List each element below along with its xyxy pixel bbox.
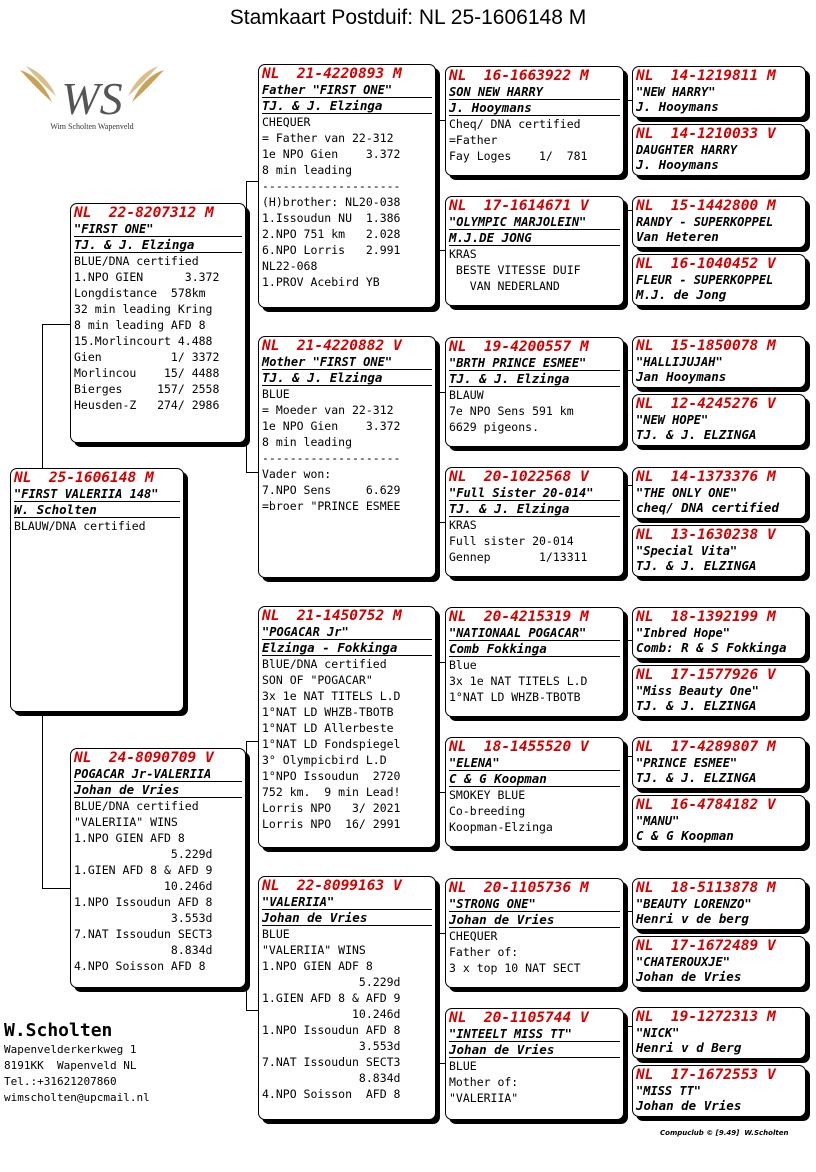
pigeon-name: "FIRST VALERIIA 148"	[14, 487, 180, 502]
pigeon-name: "MANU"	[636, 814, 680, 828]
connector-line	[437, 792, 445, 793]
info-line: 1.NPO GIEN 3.372	[74, 270, 220, 284]
pigeon-name: POGACAR Jr-VALERIIA	[74, 767, 242, 782]
info-line: 2.NPO 751 km 2.028	[262, 227, 401, 241]
owner-name: Elzinga - Fokkinga	[262, 640, 432, 656]
info-line: 6629 pigeons.	[449, 420, 540, 434]
info-line: BLUE/DNA certified	[74, 799, 199, 813]
info-line: Gennep 1/13311	[449, 550, 588, 564]
ancestor-card[interactable]	[632, 124, 806, 176]
breeder-contact	[4, 1020, 150, 1106]
owner-name: TJ. & J. Elzinga	[449, 501, 620, 517]
info-line: VAN NEDERLAND	[449, 279, 560, 293]
info-line: BLAUW/DNA certified	[14, 519, 146, 533]
info-line: 1e NPO Gien 3.372	[262, 147, 401, 161]
ring-number: NL 20-1105736 M	[449, 880, 589, 896]
pigeon-name: "NEW HARRY"	[636, 85, 716, 99]
owner-name: Henri v de berg	[636, 911, 749, 926]
owner-name: Johan de Vries	[449, 1042, 620, 1058]
info-line: 1.NPO GIEN AFD 8	[74, 831, 185, 845]
connector-line	[624, 210, 632, 211]
info-line: Co-breeding	[449, 804, 526, 818]
ring-number: NL 13-1630238 V	[636, 527, 776, 543]
ring-number: NL 18-1455520 V	[449, 739, 589, 755]
info-line: BLUE/DNA certified	[74, 254, 199, 268]
ring-number: NL 17-1672489 V	[636, 938, 776, 954]
info-line: NL22-068	[262, 259, 318, 273]
owner-name: J. Hooymans	[636, 157, 719, 172]
pigeon-name: "OLYMPIC MARJOLEIN"	[449, 215, 620, 230]
pigeon-name: "ELENA"	[449, 756, 620, 771]
info-line: BESTE VITESSE DUIF	[449, 263, 581, 277]
info-line: --------------------	[262, 179, 401, 193]
pigeon-name: "THE ONLY ONE"	[636, 486, 738, 500]
ancestor-card[interactable]	[632, 467, 806, 519]
breeder-postcode: 8191KK Wapenveld NL	[4, 1059, 137, 1072]
pigeon-name: "HALLIJUJAH"	[636, 355, 723, 369]
info-line: 1.NPO Issoudun AFD 8	[262, 1023, 401, 1037]
info-line: --------------------	[262, 451, 401, 465]
footer-credit: Compuclub © [9.49] W.Scholten	[660, 1129, 789, 1137]
ring-number: NL 16-1040452 V	[636, 256, 776, 272]
info-line: 15.Morlincourt 4.488	[74, 334, 213, 348]
info-line: 1°NAT LD WHZB-TBOTB	[449, 690, 581, 704]
info-line: 1°NAT LD WHZB-TBOTB	[262, 705, 394, 719]
connector-line	[437, 933, 445, 934]
info-line: 3 x top 10 NAT SECT	[449, 961, 581, 975]
connector-line	[246, 472, 258, 473]
info-line: 32 min leading Kring	[74, 302, 213, 316]
owner-name: C & G Koopman	[449, 771, 620, 787]
owner-name: cheq/ DNA certified	[636, 500, 779, 515]
mother-pigeon-card[interactable]	[70, 748, 246, 988]
ring-number: NL 12-4245276 V	[636, 396, 776, 412]
info-line: =broer "PRINCE ESMEE	[262, 499, 401, 513]
breeder-address: Wapenvelderkerkweg 1	[4, 1043, 137, 1056]
info-line: 3.553d	[74, 911, 213, 925]
connector-line	[246, 1010, 258, 1011]
ring-number: NL 17-1614671 V	[449, 198, 589, 214]
info-line: BLAUW	[449, 388, 484, 402]
info-line: Lorris NPO 3/ 2021	[262, 801, 401, 815]
pigeon-name: "FIRST ONE"	[74, 222, 242, 237]
connector-line	[624, 100, 632, 101]
connector-line	[624, 640, 632, 641]
ring-number: NL 25-1606148 M	[14, 470, 154, 486]
pigeon-name: "NATIONAAL POGACAR"	[449, 626, 620, 641]
connector-line	[437, 662, 445, 663]
owner-name: Johan de Vries	[262, 910, 432, 926]
connector-line	[437, 120, 445, 121]
ancestor-card[interactable]	[632, 254, 806, 306]
info-line: 7.NAT Issoudun SECT3	[74, 927, 213, 941]
connector-line	[624, 911, 632, 912]
info-line: 3° Olympicbird L.D	[262, 753, 387, 767]
connector-line	[246, 932, 247, 1010]
ring-number: NL 14-1219811 M	[636, 68, 776, 84]
great-grandparent-card[interactable]	[445, 1008, 624, 1120]
info-line: "VALERIIA" WINS	[74, 815, 178, 829]
ring-number: NL 22-8099163 V	[262, 878, 402, 894]
owner-name: Van Heteren	[636, 229, 719, 244]
pigeon-name: SON NEW HARRY	[449, 85, 620, 100]
ring-number: NL 20-1105744 V	[449, 1010, 589, 1026]
ancestor-card[interactable]	[632, 795, 806, 847]
info-line: 10.246d	[262, 1007, 401, 1021]
info-line: 1.NPO GIEN ADF 8	[262, 959, 373, 973]
info-line: 1.NPO Issoudun AFD 8	[74, 895, 213, 909]
owner-name: Johan de Vries	[449, 912, 620, 928]
owner-name: Henri v d Berg	[636, 1040, 742, 1055]
ring-number: NL 14-1373376 M	[636, 469, 776, 485]
info-line: 8 min leading	[262, 435, 353, 449]
grandmother-maternal-card[interactable]	[258, 876, 436, 1120]
owner-name: W. Scholten	[14, 502, 180, 518]
ring-number: NL 21-4220893 M	[262, 66, 402, 82]
info-line: (H)brother: NL20-038	[262, 195, 401, 209]
ring-number: NL 16-1663922 M	[449, 68, 589, 84]
logo-caption: Wim Scholten Wapenveld	[50, 122, 134, 131]
info-line: 1°NAT LD Allerbeste	[262, 721, 394, 735]
owner-name: Jan Hooymans	[636, 369, 727, 384]
pigeon-name: FLEUR - SUPERKOPPEL	[636, 273, 774, 287]
great-grandparent-card[interactable]	[445, 337, 624, 447]
ancestor-card[interactable]	[632, 336, 806, 388]
info-line: 1.Issoudun NU 1.386	[262, 211, 401, 225]
ring-number: NL 18-5113878 M	[636, 880, 776, 896]
info-line: 752 km. 9 min Lead!	[262, 785, 401, 799]
connector-line	[246, 348, 247, 472]
info-line: 4.NPO Soisson AFD 8	[74, 959, 206, 973]
owner-name: M.J. de Jong	[636, 287, 727, 302]
info-line: Cheq/ DNA certified	[449, 117, 581, 131]
grandfather-paternal-card[interactable]	[258, 64, 436, 308]
breeder-email[interactable]: wimscholten@upcmail.nl	[4, 1091, 150, 1104]
svg-text:WS: WS	[61, 73, 123, 124]
ancestor-card[interactable]	[632, 1007, 806, 1059]
pigeon-name: "CHATEROUXJE"	[636, 955, 730, 969]
owner-name: J. Hooymans	[636, 99, 719, 114]
info-line: KRAS	[449, 518, 477, 532]
ring-number: NL 24-8090709 V	[74, 750, 214, 766]
connector-line	[42, 712, 43, 888]
ring-number: NL 17-1672553 V	[636, 1067, 776, 1083]
owner-name: Comb Fokkinga	[449, 641, 620, 657]
connector-line	[624, 1026, 632, 1027]
ancestor-card[interactable]	[632, 394, 806, 446]
ancestor-card[interactable]	[632, 196, 806, 248]
pigeon-name: "STRONG ONE"	[449, 897, 620, 912]
pigeon-name: "NEW HOPE"	[636, 413, 709, 427]
info-line: 7.NPO Sens 6.629	[262, 483, 401, 497]
ring-number: NL 21-1450752 M	[262, 608, 402, 624]
info-line: CHEQUER	[262, 115, 311, 129]
owner-name: TJ. & J. Elzinga	[74, 237, 242, 253]
info-line: = Father van 22-312	[262, 131, 394, 145]
pigeon-name: "MISS TT"	[636, 1084, 702, 1098]
ring-number: NL 19-4200557 M	[449, 339, 589, 355]
info-line: "VALERIIA" WINS	[262, 943, 366, 957]
pigeon-name: RANDY - SUPERKOPPEL	[636, 215, 774, 229]
ring-number: NL 18-1392199 M	[636, 609, 776, 625]
ring-number: NL 21-4220882 V	[262, 338, 402, 354]
info-line: SON OF "POGACAR"	[262, 673, 373, 687]
grandmother-paternal-card[interactable]	[258, 336, 436, 578]
connector-line	[246, 181, 258, 182]
info-line: 1.PROV Acebird YB	[262, 275, 380, 289]
ancestor-card[interactable]	[632, 665, 806, 717]
info-line: 8.834d	[74, 943, 213, 957]
father-pigeon-card[interactable]	[70, 203, 246, 443]
pigeon-name: "VALERIIA"	[262, 895, 432, 910]
info-line: BLUE	[262, 387, 290, 401]
ancestor-card[interactable]	[632, 936, 806, 988]
owner-name: TJ. & J. ELZINGA	[636, 427, 757, 442]
info-line: Mother of:	[449, 1075, 519, 1089]
info-line: BLUE	[262, 927, 290, 941]
owner-name: TJ. & J. ELZINGA	[636, 558, 757, 573]
great-grandparent-card[interactable]	[445, 467, 624, 577]
info-line: Fay Loges 1/ 781	[449, 149, 588, 163]
info-line: 7.NAT Issoudun SECT3	[262, 1055, 401, 1069]
info-line: Morlincou 15/ 4488	[74, 366, 220, 380]
info-line: 7e NPO Sens 591 km	[449, 404, 574, 418]
pigeon-name: "PRINCE ESMEE"	[636, 756, 738, 770]
ring-number: NL 15-1850078 M	[636, 338, 776, 354]
info-line: 1°NAT LD Fondspiegel	[262, 737, 401, 751]
page-title: Stamkaart Postduif: NL 25-1606148 M	[229, 6, 587, 29]
owner-name: Johan de Vries	[636, 1098, 742, 1113]
info-line: Lorris NPO 16/ 2991	[262, 817, 401, 831]
info-line: Blue	[449, 658, 477, 672]
ring-number: NL 14-1210033 V	[636, 126, 776, 142]
pigeon-name: Father "FIRST ONE"	[262, 83, 432, 98]
info-line: 3x 1e NAT TITELS L.D	[449, 674, 588, 688]
pigeon-name: "INTEELT MISS TT"	[449, 1027, 620, 1042]
info-line: Father of:	[449, 945, 519, 959]
info-line: 10.246d	[74, 879, 213, 893]
info-line: 4.NPO Soisson AFD 8	[262, 1087, 401, 1101]
great-grandparent-card[interactable]	[445, 196, 624, 306]
info-line: Koopman-Elzinga	[449, 820, 553, 834]
connector-line	[246, 181, 247, 281]
info-line: 1e NPO Gien 3.372	[262, 419, 401, 433]
info-line: 1.GIEN AFD 8 & AFD 9	[262, 991, 401, 1005]
ancestor-card[interactable]	[632, 1065, 806, 1117]
subject-pigeon-card[interactable]	[10, 468, 184, 712]
pigeon-name: "NICK"	[636, 1026, 680, 1040]
owner-name: TJ. & J. ELZINGA	[636, 698, 757, 713]
connector-line	[42, 888, 70, 889]
owner-name: TJ. & J. Elzinga	[449, 371, 620, 387]
connector-line	[437, 522, 445, 523]
breeder-name: W.Scholten	[4, 1020, 113, 1041]
grandfather-maternal-card[interactable]	[258, 606, 436, 848]
connector-line	[246, 741, 258, 742]
ring-number: NL 15-1442800 M	[636, 198, 776, 214]
info-line: Bierges 157/ 2558	[74, 382, 220, 396]
info-line: 5.229d	[74, 847, 213, 861]
info-line: = Moeder van 22-312	[262, 403, 394, 417]
info-line: "VALERIIA"	[449, 1091, 519, 1105]
pigeon-name: DAUGHTER HARRY	[636, 143, 738, 157]
info-line: Vader won:	[262, 467, 332, 481]
pigeon-name: "BRTH PRINCE ESMEE"	[449, 356, 620, 371]
info-line: Heusden-Z 274/ 2986	[74, 398, 220, 412]
great-grandparent-card[interactable]	[445, 737, 624, 847]
breeder-phone: Tel.:+31621207860	[4, 1075, 117, 1088]
pigeon-name: "POGACAR Jr"	[262, 625, 432, 640]
info-line: BlUE/DNA certified	[262, 657, 387, 671]
ancestor-card[interactable]	[632, 66, 806, 118]
ancestor-card[interactable]	[632, 737, 806, 789]
connector-line	[42, 324, 43, 468]
ancestor-card[interactable]	[632, 878, 806, 930]
ancestor-card[interactable]	[632, 607, 806, 659]
info-line: 3.553d	[262, 1039, 401, 1053]
pigeon-name: "Full Sister 20-014"	[449, 486, 620, 501]
pigeon-name: "BEAUTY LORENZO"	[636, 897, 752, 911]
connector-line	[42, 324, 70, 325]
info-line: 8.834d	[262, 1071, 401, 1085]
ring-number: NL 20-1022568 V	[449, 469, 589, 485]
great-grandparent-card[interactable]	[445, 607, 624, 717]
info-line: BLUE	[449, 1059, 477, 1073]
owner-name: C & G Koopman	[636, 828, 734, 843]
info-line: SMOKEY BLUE	[449, 788, 526, 802]
pigeon-name: "Inbred Hope"	[636, 626, 730, 640]
connector-line	[437, 1063, 445, 1064]
owner-name: Johan de Vries	[636, 969, 742, 984]
ring-number: NL 20-4215319 M	[449, 609, 589, 625]
ring-number: NL 16-4784182 V	[636, 797, 776, 813]
owner-name: TJ. & J. Elzinga	[262, 98, 432, 114]
connector-line	[437, 392, 445, 393]
ring-number: NL 17-4289807 M	[636, 739, 776, 755]
info-line: 3x 1e NAT TITELS L.D	[262, 689, 401, 703]
owner-name: Comb: R & S Fokkinga	[636, 640, 787, 655]
info-line: 8 min leading AFD 8	[74, 318, 206, 332]
info-line: Gien 1/ 3372	[74, 350, 220, 364]
info-line: =Father	[449, 133, 498, 147]
info-line: KRAS	[449, 247, 477, 261]
pigeon-name: Mother "FIRST ONE"	[262, 355, 432, 370]
owner-name: TJ. & J. Elzinga	[262, 370, 432, 386]
info-line: Longdistance 578km	[74, 286, 206, 300]
info-line: 6.NPO Lorris 2.991	[262, 243, 401, 257]
great-grandparent-card[interactable]	[445, 878, 624, 988]
connector-line	[246, 741, 247, 871]
info-line: CHEQUER	[449, 929, 498, 943]
connector-line	[624, 756, 632, 757]
info-line: 1°NPO Issoudun 2720	[262, 769, 401, 783]
ancestor-card[interactable]	[632, 525, 806, 577]
owner-name: Johan de Vries	[74, 782, 242, 798]
great-grandparent-card[interactable]	[445, 66, 624, 176]
owner-name: M.J.DE JONG	[449, 230, 620, 246]
ring-number: NL 17-1577926 V	[636, 667, 776, 683]
ring-number: NL 19-1272313 M	[636, 1009, 776, 1025]
info-line: Full sister 20-014	[449, 534, 574, 548]
connector-line	[624, 370, 632, 371]
ring-number: NL 22-8207312 M	[74, 205, 214, 221]
info-line: 1.GIEN AFD 8 & AFD 9	[74, 863, 213, 877]
pigeon-name: "Special Vita"	[636, 544, 738, 558]
connector-line	[437, 250, 445, 251]
connector-line	[624, 485, 632, 486]
pigeon-name: "Miss Beauty One"	[636, 684, 759, 698]
info-line: 5.229d	[262, 975, 401, 989]
owner-name: TJ. & J. ELZINGA	[636, 770, 757, 785]
info-line: 8 min leading	[262, 163, 353, 177]
owner-name: J. Hooymans	[449, 100, 620, 116]
